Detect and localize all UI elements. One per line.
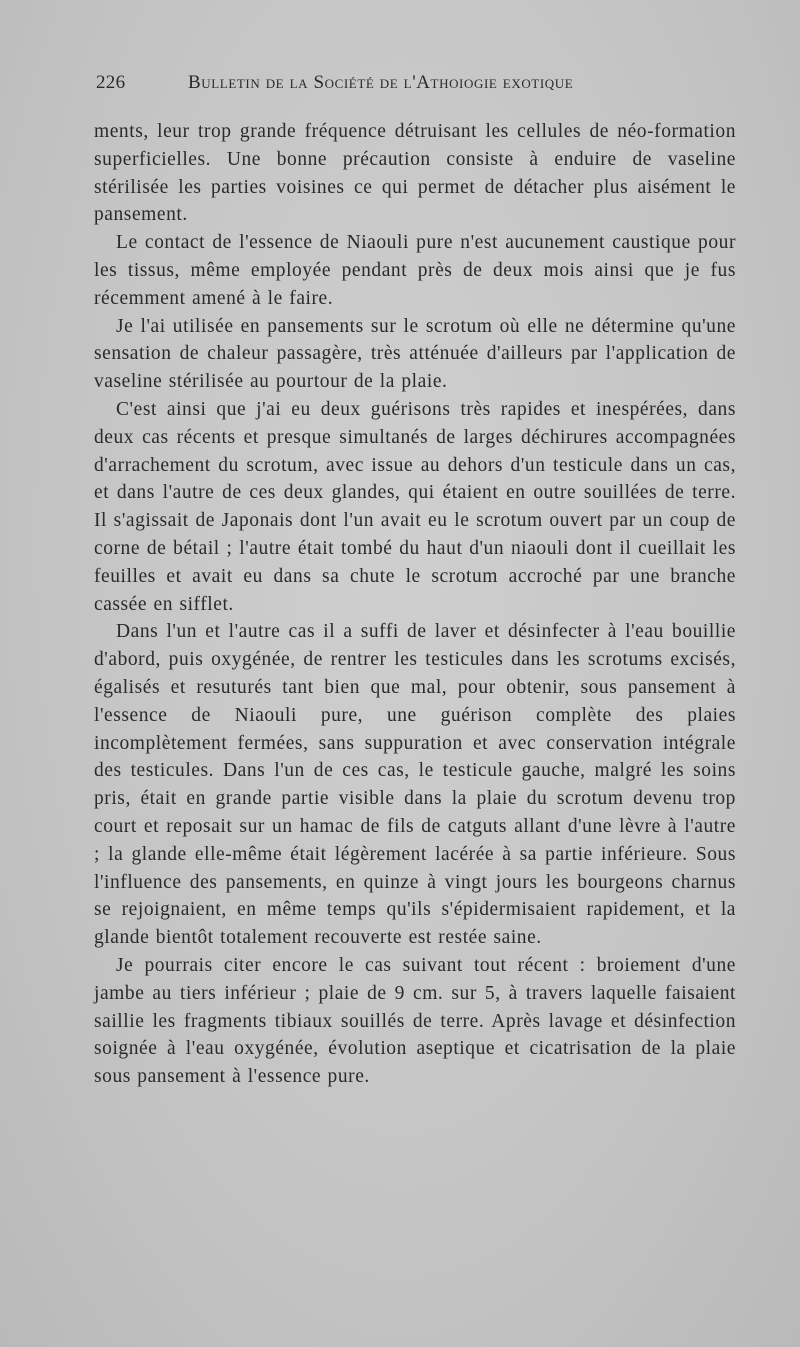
journal-title: Bulletin de la Société de l'Athoiogie exotique bbox=[188, 72, 574, 93]
paragraph-4: C'est ainsi que j'ai eu deux guérisons très rapides et inespérées, dans deux cas récents et presque simultanés de larges déchirures accompagnées d'arrachement du scrotum, avec issue au dehors d'un testicule dans un cas, et dans l'autre de ces deux glandes, qui étaient en outre souillées de terre. Il s'agissait de Japonais dont l'un avait eu le scrotum ouvert par un coup de corne de bétail ; l'autre était tombé du haut d'un niaouli dont il cueillait les feuilles et avait eu dans sa chute le scrotum accroché par une branche cassée en sifflet. bbox=[94, 398, 736, 615]
paragraph-2: Le contact de l'essence de Niaouli pure n'est aucunement caustique pour les tissus, même employée pendant près de deux mois ainsi que je fus récemment amené à le faire. bbox=[94, 232, 736, 309]
paragraph-5: Dans l'un et l'autre cas il a suffi de laver et désinfecter à l'eau bouillie d'abord, puis oxygénée, de rentrer les testicules dans les scrotums excisés, égalisés et resuturés tant bien que mal, pour obtenir, sous pansement à l'essence de Niaouli pure, une guérison complète des plaies incomplètement fermées, sans suppuration et avec conservation intégrale des testicules. Dans l'un de ces cas, le testicule gauche, malgré les soins pris, était en grande partie visible dans la plaie du scrotum devenu trop court et reposait sur un hamac de fils de catguts allant d'une lèvre à l'autre ; la glande elle-même était légèrement lacérée à sa partie inférieure. Sous l'influence des pansements, en quinze à vingt jours les bourgeons charnus se rejoignaient, en même temps qu'ils s'épidermisaient rapidement, et la glande bientôt totalement recouverte est restée saine. bbox=[94, 621, 736, 949]
body-text bbox=[94, 118, 736, 1091]
page-number: 226 bbox=[96, 72, 126, 93]
paragraph-3: Je l'ai utilisée en pansements sur le scrotum où elle ne détermine qu'une sensation de chaleur passagère, très atténuée d'ailleurs par l'application de vaseline stérilisée au pourtour de la plaie. bbox=[94, 315, 736, 393]
running-header bbox=[96, 72, 736, 102]
paragraph-1: ments, leur trop grande fréquence détruisant les cellules de néo-formation superficielles. Une bonne précaution consiste à enduire de vaseline stérilisée les parties voisines ce qui permet de détacher plus aisément le pansement. bbox=[94, 121, 736, 226]
paragraph-6: Je pourrais citer encore le cas suivant tout récent : broiement d'une jambe au tiers inférieur ; plaie de 9 cm. sur 5, à travers laquelle faisaient saillie les fragments tibiaux souillés de terre. Après lavage et désinfection soignée à l'eau oxygénée, évolution aseptique et cicatrisation de la plaie sous pansement à l'essence pure. bbox=[94, 954, 736, 1088]
